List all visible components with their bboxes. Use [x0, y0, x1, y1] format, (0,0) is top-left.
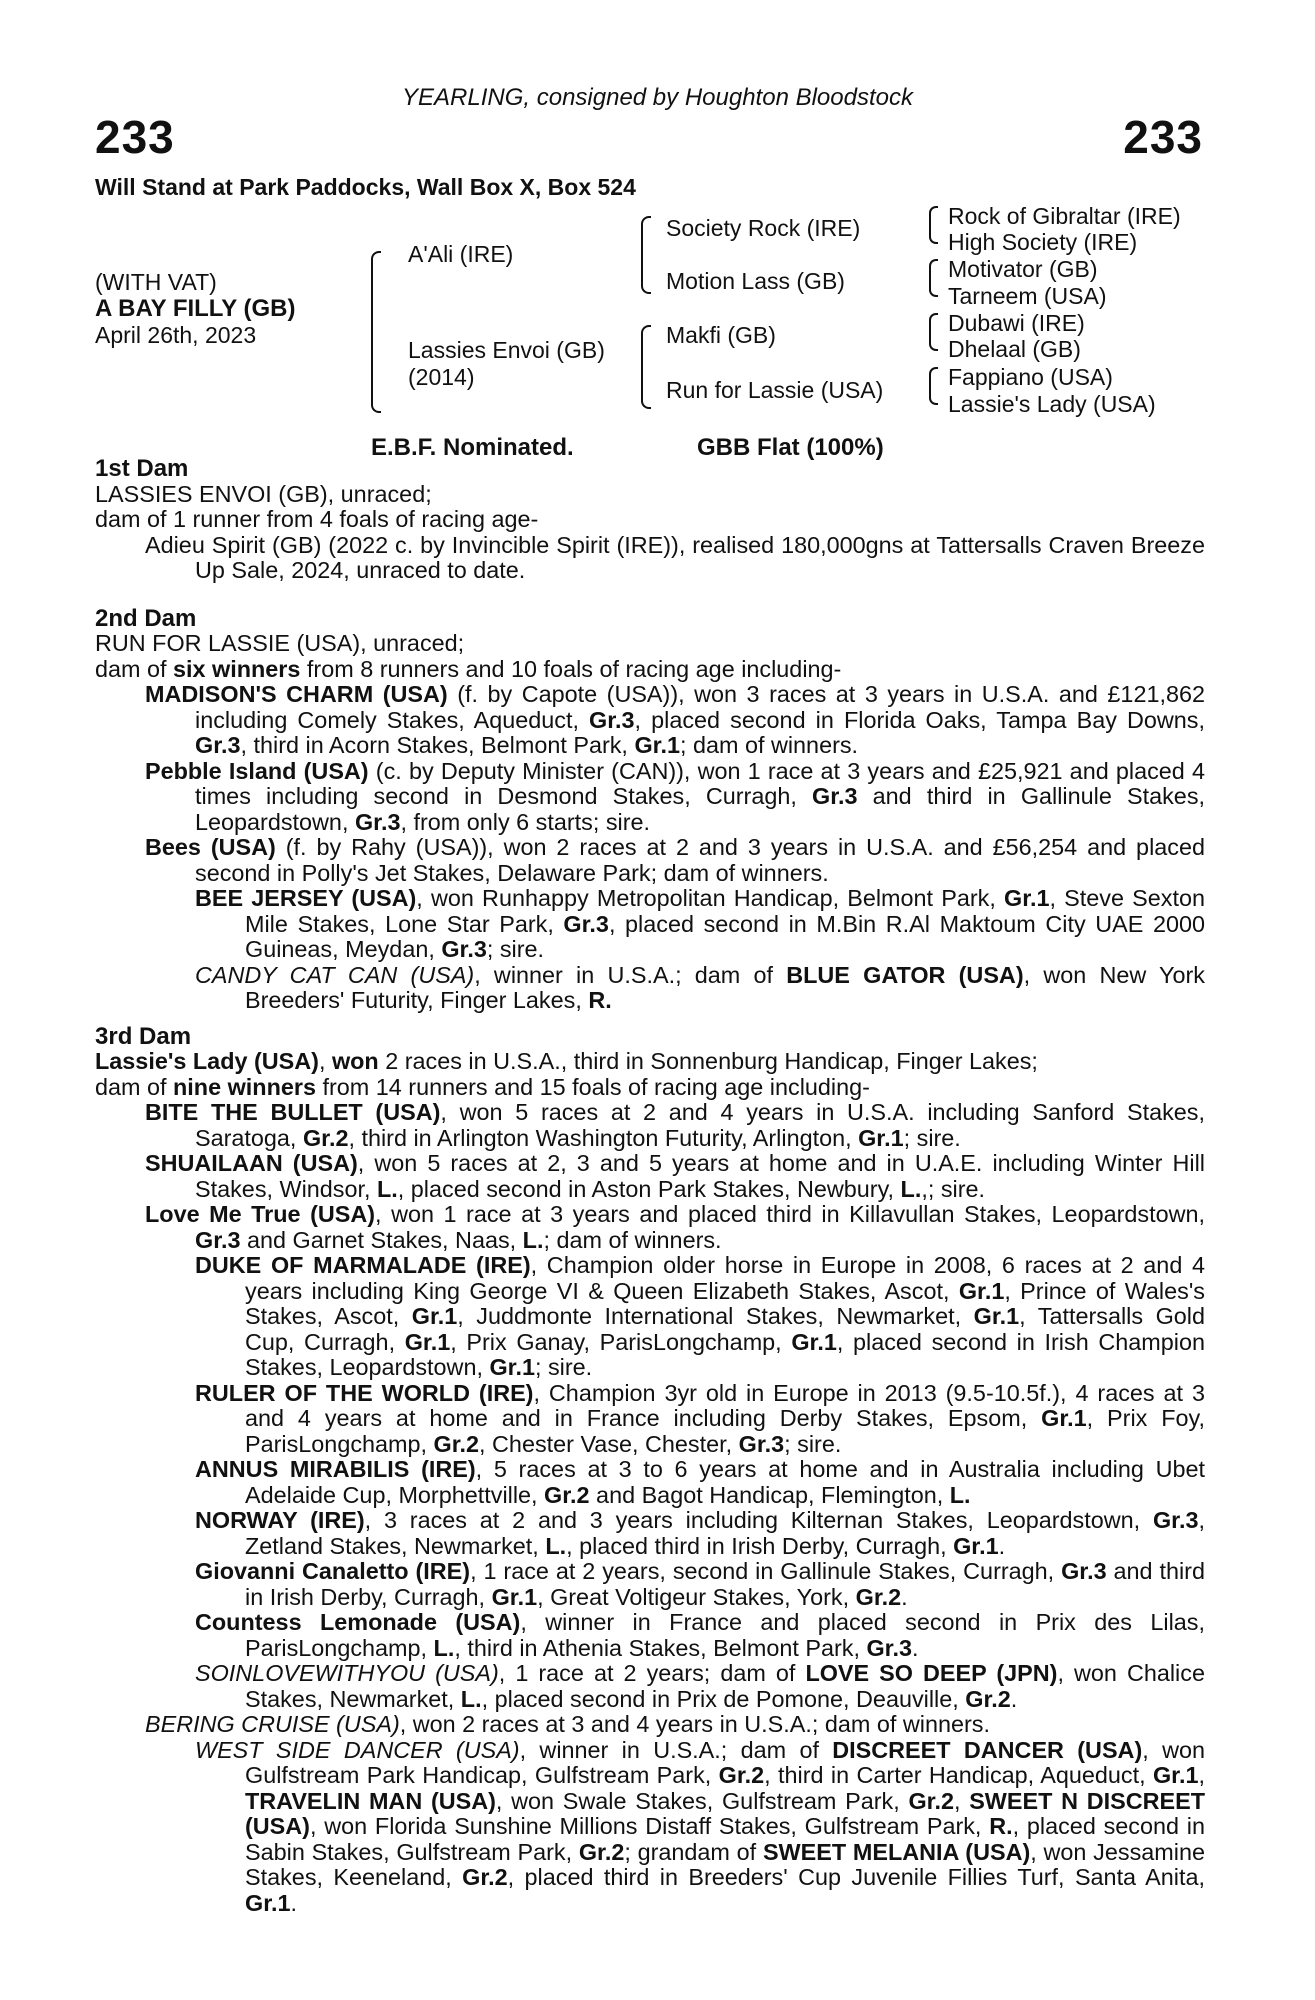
lot-number-left: 233 [95, 111, 175, 163]
third-dam-section [95, 1024, 1205, 1917]
pedigree-brace-dd [929, 367, 938, 405]
produce-entry: SHUAILAAN (USA), won 5 races at 2, 3 and 5 years at home and in U.A.E. including Winter Hill Stakes, Windsor, L., placed second in Aston Park Stakes, Newbury, L.,; sire. [145, 1150, 1205, 1202]
sire-name: A'Ali (IRE) [408, 241, 514, 267]
produce-entry: BERING CRUISE (USA), won 2 races at 3 and 4 years in U.S.A.; dam of winners. [145, 1711, 990, 1737]
sire-dam-sire: Motivator (GB) [948, 256, 1098, 282]
produce-entry: BEE JERSEY (USA), won Runhappy Metropolitan Handicap, Belmont Park, Gr.1, Steve Sexton Mile Stakes, Lone Star Park, Gr.3, placed second in M.Bin R.Al Maktoum City UAE 2000 Guineas, Meydan, Gr.3; sire. [195, 885, 1205, 962]
first-dam-line: LASSIES ENVOI (GB), unraced; [95, 480, 432, 507]
second-dam-summary: dam of six winners from 8 runners and 10 foals of racing age including- [95, 655, 842, 682]
produce-record [95, 456, 1205, 1916]
dam-sire-dam: Dhelaal (GB) [948, 336, 1081, 362]
produce-entry: Bees (USA) (f. by Rahy (USA)), won 2 races at 2 and 3 years in U.S.A. and £56,254 and placed second in Polly's Jet Stakes, Delaware Park; dam of winners. [145, 834, 1205, 886]
pedigree-brace-sd [929, 259, 938, 297]
pedigree-brace-main [371, 251, 381, 413]
pedigree-brace-ds [929, 313, 938, 351]
produce-entry: MADISON'S CHARM (USA) (f. by Capote (USA)), won 3 races at 3 years in U.S.A. and £121,862 including Comely Stakes, Aqueduct, Gr.3, placed second in Florida Oaks, Tampa Bay Downs, Gr.3, third in Acorn Stakes, Belmont Park, Gr.1; dam of winners. [145, 681, 1205, 758]
pedigree-brace-ss [929, 206, 938, 244]
sire-sire-dam: High Society (IRE) [948, 229, 1138, 255]
sire-dam-dam: Tarneem (USA) [948, 283, 1107, 309]
sire-dam: Motion Lass (GB) [666, 268, 845, 294]
pedigree-brace-dam [641, 325, 651, 409]
horse-name: A BAY FILLY (GB) [95, 295, 296, 322]
stand-location: Will Stand at Park Paddocks, Wall Box X, Box 524 [95, 174, 636, 200]
first-dam-produce: Adieu Spirit (GB) (2022 c. by Invincible Spirit (IRE)), realised 180,000gns at Tattersalls Craven Breeze Up Sale, 2024, unraced to date. [145, 531, 1205, 583]
pedigree-brace-sire [641, 216, 651, 294]
first-dam-section [95, 456, 1205, 584]
produce-entry: NORWAY (IRE), 3 races at 2 and 3 years including Kilternan Stakes, Leopardstown, Gr.3, Zetland Stakes, Newmarket, L., placed third in Irish Derby, Curragh, Gr.1. [195, 1507, 1205, 1559]
produce-entry: RULER OF THE WORLD (IRE), Champion 3yr old in Europe in 2013 (9.5-10.5f.), 4 races at 3 and 4 years at home and in France including Derby Stakes, Epsom, Gr.1, Prix Foy, ParisLongchamp, Gr.2, Chester Vase, Chester, Gr.3; sire. [195, 1379, 1205, 1457]
gbb-flat: GBB Flat (100%) [697, 434, 884, 461]
dam-sire: Makfi (GB) [666, 322, 776, 348]
produce-entry: BITE THE BULLET (USA), won 5 races at 2 and 4 years in U.S.A. including Sanford Stakes, Saratoga, Gr.2, third in Arlington Washington Futurity, Arlington, Gr.1; sire. [145, 1099, 1205, 1151]
sire-sire-sire: Rock of Gibraltar (IRE) [948, 203, 1181, 229]
second-dam-heading: 2nd Dam [95, 604, 197, 632]
dam-year: (2014) [408, 364, 475, 390]
lot-number-right: 233 [1123, 111, 1203, 163]
vat-label: (WITH VAT) [95, 269, 217, 295]
second-dam-line: RUN FOR LASSIE (USA), unraced; [95, 630, 465, 656]
dam-dam-dam: Lassie's Lady (USA) [948, 391, 1156, 417]
third-dam-heading: 3rd Dam [95, 1022, 192, 1050]
third-dam-summary: dam of nine winners from 14 runners and 15 foals of racing age including- [95, 1073, 870, 1100]
consignor-subtitle: YEARLING, consigned by Houghton Bloodstock [402, 84, 913, 111]
first-dam-heading: 1st Dam [95, 455, 189, 482]
produce-entry: WEST SIDE DANCER (USA), winner in U.S.A.; dam of DISCREET DANCER (USA), won Gulfstream Park Handicap, Gulfstream Park, Gr.2, third in Carter Handicap, Aqueduct, Gr.1, TRAVELIN MAN (USA), won Swale Stakes, Gulfstream Park, Gr.2, SWEET N DISCREET (USA), won Florida Sunshine Millions Distaff Stakes, Gulfstream Park, R., placed second in Sabin Stakes, Gulfstream Park, Gr.2; grandam of SWEET MELANIA (USA), won Jessamine Stakes, Keeneland, Gr.2, placed third in Breeders' Cup Juvenile Fillies Turf, Santa Anita, Gr.1. [195, 1736, 1206, 1916]
produce-entry: SOINLOVEWITHYOU (USA), 1 race at 2 years; dam of LOVE SO DEEP (JPN), won Chalice Stakes, Newmarket, L., placed second in Prix de Pomone, Deauville, Gr.2. [195, 1660, 1205, 1712]
dam-name: Lassies Envoi (GB) [408, 337, 605, 363]
second-dam-section [95, 606, 1205, 1014]
produce-entry: Love Me True (USA), won 1 race at 3 years and placed third in Killavullan Stakes, Leopardstown, Gr.3 and Garnet Stakes, Naas, L.; dam of winners. [145, 1201, 1205, 1253]
dam-sire-sire: Dubawi (IRE) [948, 310, 1085, 336]
third-dam-line: Lassie's Lady (USA), won 2 races in U.S.A., third in Sonnenburg Handicap, Finger Lakes; [95, 1048, 1038, 1074]
sire-sire: Society Rock (IRE) [666, 215, 861, 241]
produce-entry: Countess Lemonade (USA), winner in France and placed second in Prix des Lilas, ParisLongchamp, L., third in Athenia Stakes, Belmont Park, Gr.3. [195, 1609, 1205, 1661]
horse-dob: April 26th, 2023 [95, 322, 257, 348]
produce-entry: DUKE OF MARMALADE (IRE), Champion older horse in Europe in 2008, 6 races at 2 and 4 years including King George VI & Queen Elizabeth Stakes, Ascot, Gr.1, Prince of Wales's Stakes, Ascot, Gr.1, Juddmonte International Stakes, Newmarket, Gr.1, Tattersalls Gold Cup, Curragh, Gr.1, Prix Ganay, ParisLongchamp, Gr.1, placed second in Irish Champion Stakes, Leopardstown, Gr.1; sire. [195, 1252, 1205, 1380]
ebf-nominated: E.B.F. Nominated. [371, 434, 574, 461]
produce-entry: ANNUS MIRABILIS (IRE), 5 races at 3 to 6 years at home and in Australia including Ubet Adelaide Cup, Morphettville, Gr.2 and Bagot Handicap, Flemington, L. [195, 1456, 1205, 1508]
produce-entry: CANDY CAT CAN (USA), winner in U.S.A.; dam of BLUE GATOR (USA), won New York Breeders' Futurity, Finger Lakes, R. [195, 961, 1205, 1013]
dam-dam-sire: Fappiano (USA) [948, 364, 1113, 390]
produce-entry: Pebble Island (USA) (c. by Deputy Minister (CAN)), won 1 race at 3 years and £25,921 and placed 4 times including second in Desmond Stakes, Curragh, Gr.3 and third in Gallinule Stakes, Leopardstown, Gr.3, from only 6 starts; sire. [145, 757, 1206, 835]
produce-entry: Giovanni Canaletto (IRE), 1 race at 2 years, second in Gallinule Stakes, Curragh, Gr.3 and third in Irish Derby, Curragh, Gr.1, Great Voltigeur Stakes, York, Gr.2. [195, 1558, 1205, 1610]
dam-dam: Run for Lassie (USA) [666, 377, 884, 403]
first-dam-summary: dam of 1 runner from 4 foals of racing age- [95, 506, 539, 532]
